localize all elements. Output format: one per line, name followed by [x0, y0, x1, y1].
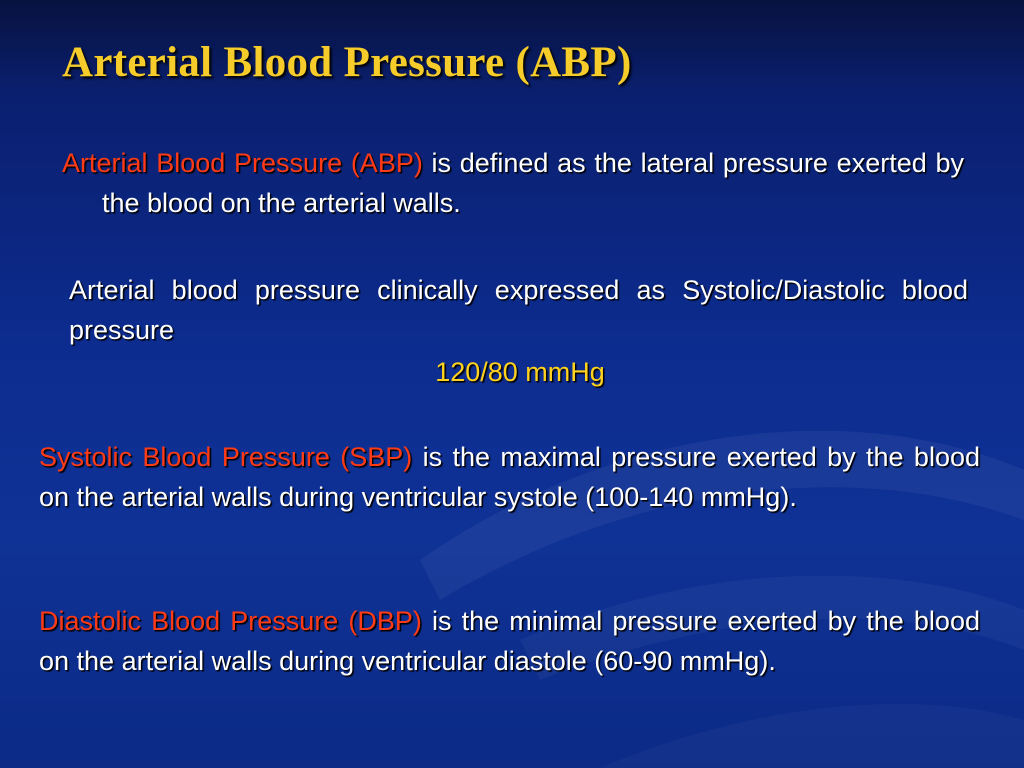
sbp-definition-text: is the maximal pressure exerted by the blood on the arterial walls during ventricular systole (100-140 mmHg). [39, 442, 980, 512]
clinical-expression-text: Arterial blood pressure clinically expressed as Systolic/Diastolic blood pressure [69, 275, 968, 345]
abp-term: Arterial Blood Pressure (ABP) [62, 148, 423, 178]
slide-title: Arterial Blood Pressure (ABP) [62, 39, 632, 86]
sbp-definition [39, 437, 980, 517]
sbp-term: Systolic Blood Pressure (SBP) [39, 442, 413, 472]
abp-definition [62, 143, 964, 223]
abp-definition-text: is defined as the lateral pressure exerted by the blood on the arterial walls. [102, 148, 964, 218]
dbp-definition [39, 601, 980, 681]
dbp-term: Diastolic Blood Pressure (DBP) [39, 606, 422, 636]
normal-bp-value: 120/80 mmHg [435, 357, 605, 387]
dbp-definition-text: is the minimal pressure exerted by the blood on the arterial walls during ventricular diastole (60-90 mmHg). [39, 606, 980, 676]
